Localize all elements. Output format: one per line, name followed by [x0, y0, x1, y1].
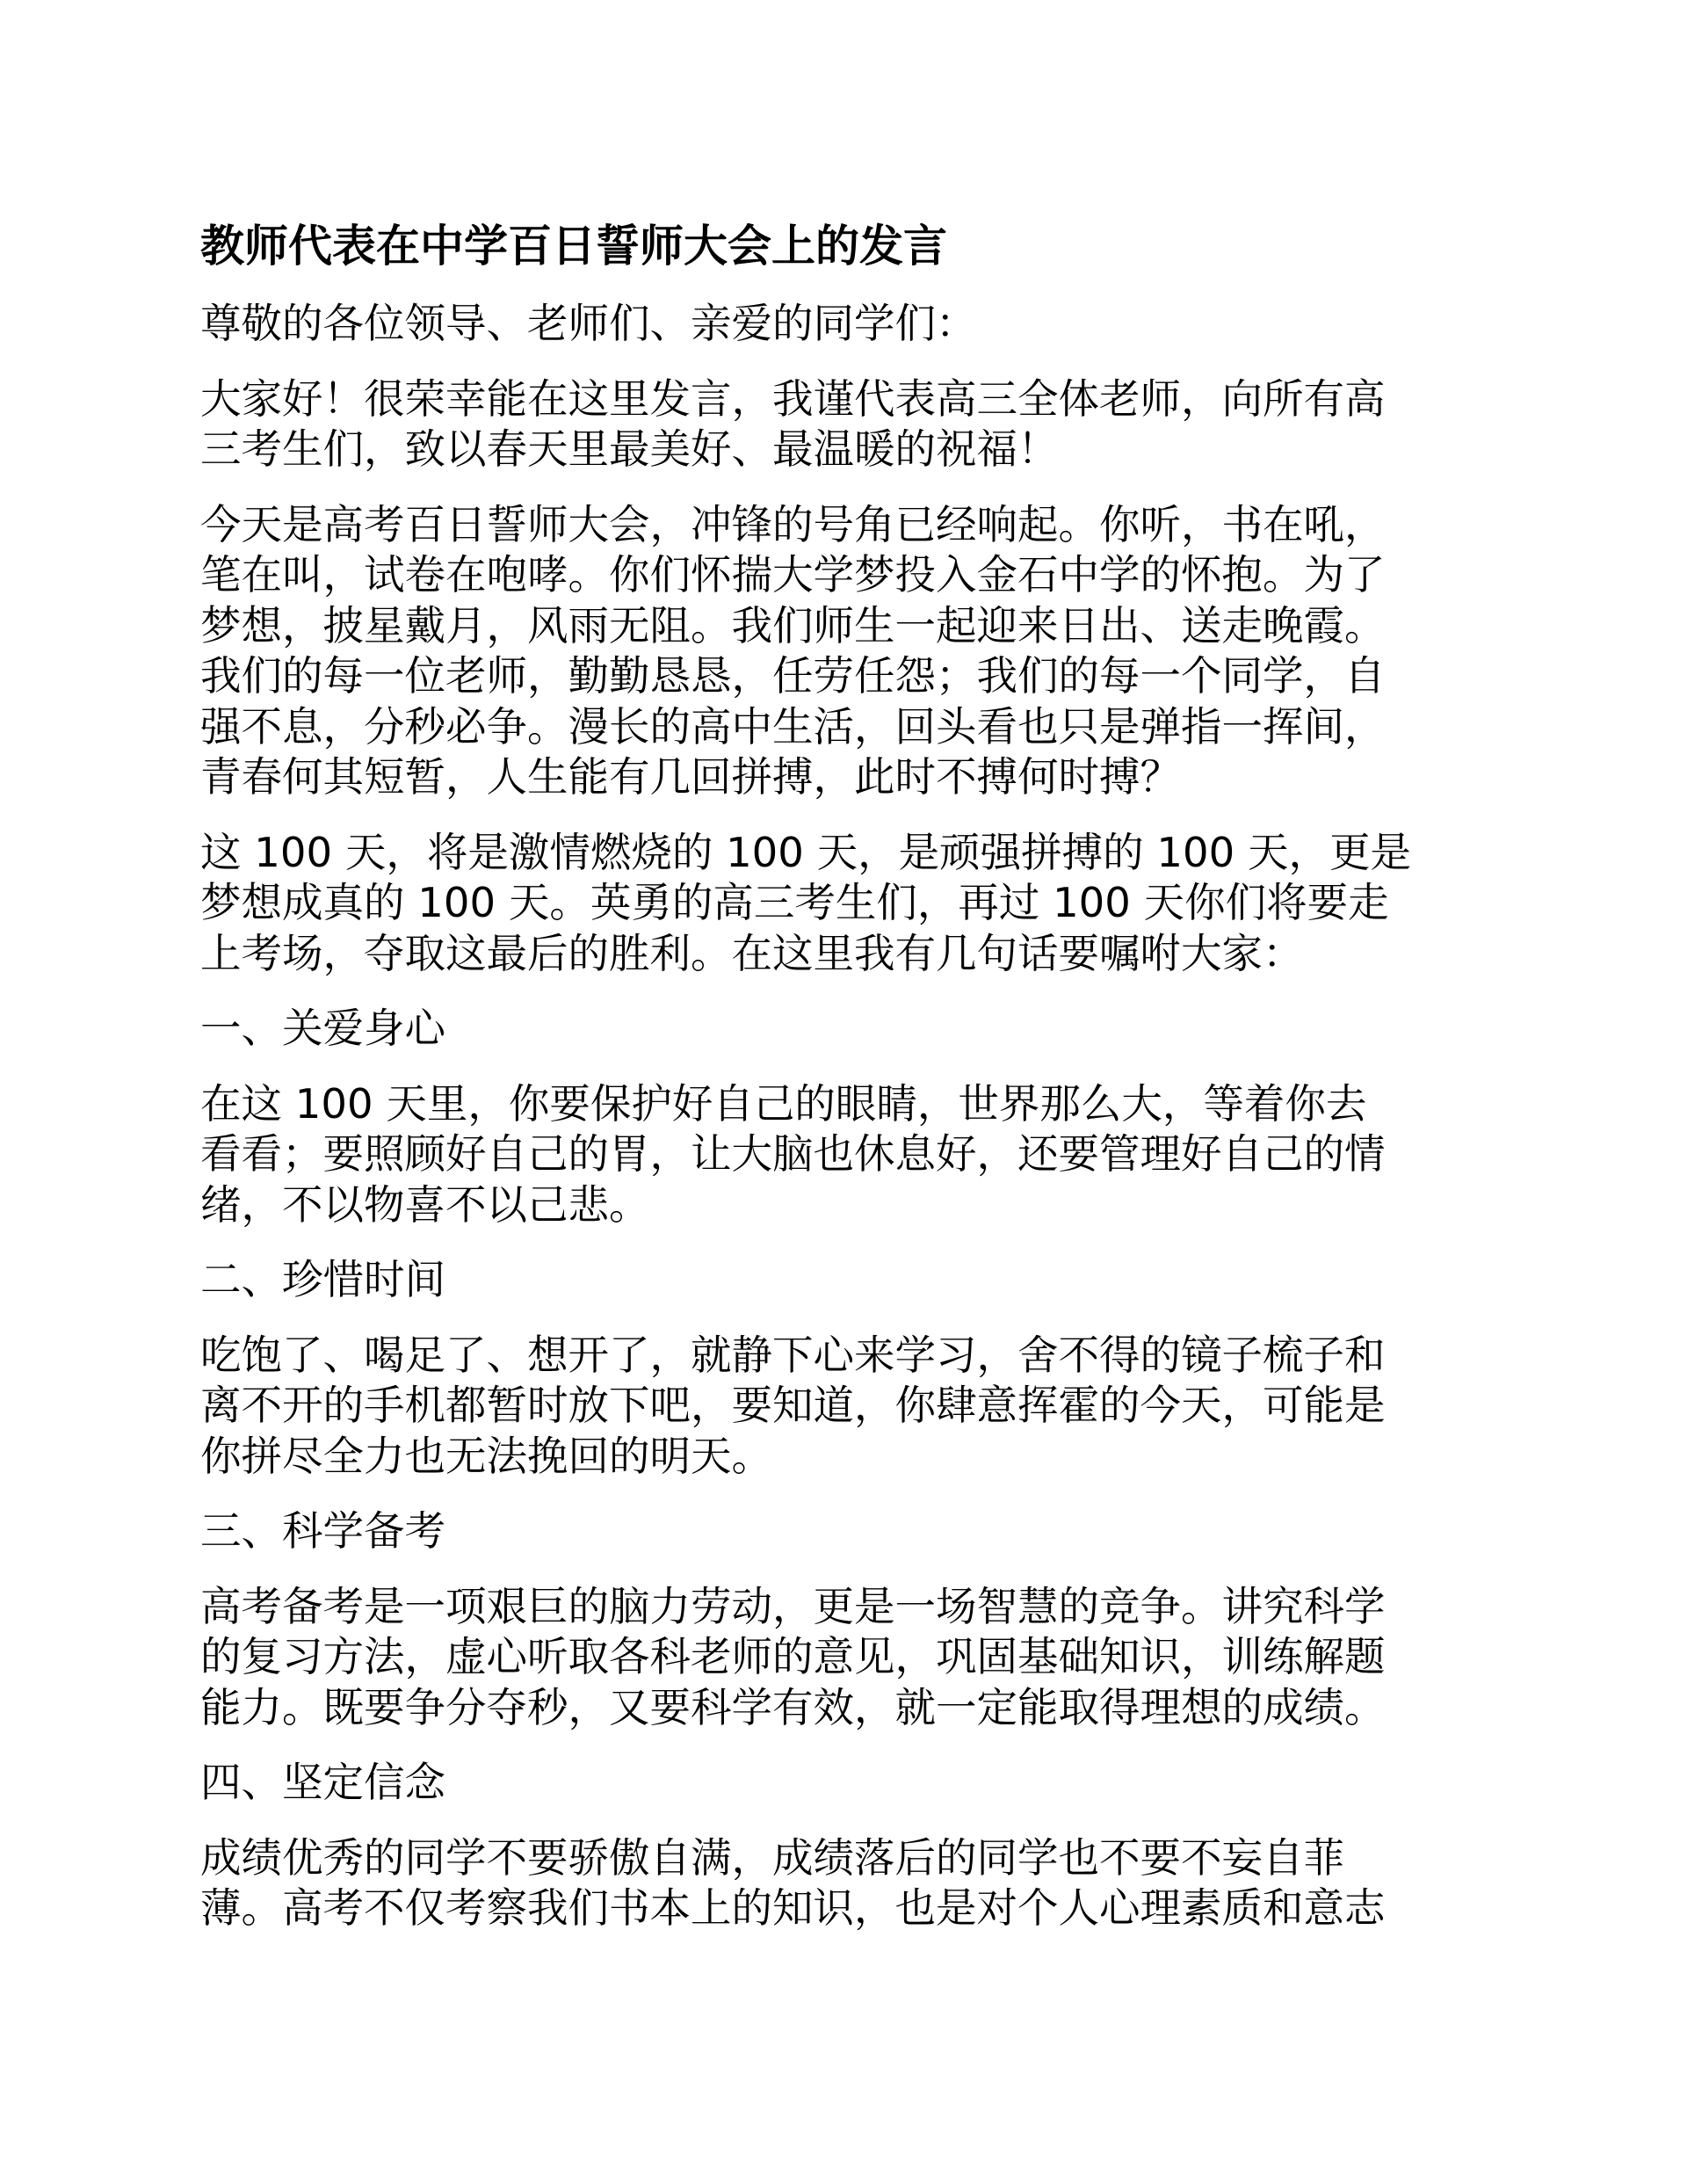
paragraph-line: 尊敬的各位领导、老师们、亲爱的同学们： — [200, 300, 977, 347]
paragraph-line: 看看；要照顾好自己的胃，让大脑也休息好，还要管理好自己的情 — [200, 1130, 1386, 1178]
greeting-paragraph — [200, 299, 1494, 350]
section-heading — [200, 1255, 1494, 1306]
paragraph-line: 上考场，夺取这最后的胜利。在这里我有几句话要嘱咐大家： — [200, 929, 1304, 977]
paragraph-line: 强不息，分秒必争。漫长的高中生活，回头看也只是弹指一挥间， — [200, 702, 1386, 751]
paragraph-line: 离不开的手机都暂时放下吧，要知道，你肆意挥霍的今天，可能是 — [200, 1382, 1386, 1429]
paragraph-line: 大家好！很荣幸能在这里发言，我谨代表高三全体老师，向所有高 — [200, 374, 1386, 423]
paragraph-line: 你拼尽全力也无法挽回的明天。 — [200, 1432, 772, 1480]
section-heading — [200, 1758, 1494, 1809]
paragraph-line: 成绩优秀的同学不要骄傲自满，成绩落后的同学也不要不妄自菲 — [200, 1833, 1344, 1882]
section-heading — [200, 1506, 1494, 1557]
paragraph-line: 能力。既要争分夺秒，又要科学有效，就一定能取得理想的成绩。 — [200, 1683, 1386, 1731]
document-title: 教师代表在中学百日誓师大会上的发言 — [200, 221, 947, 272]
opening-paragraph — [200, 374, 1494, 475]
body-paragraph — [200, 1079, 1494, 1231]
document-page — [200, 218, 1494, 1959]
paragraph-line: 梦想成真的 100 天。英勇的高三考生们，再过 100 天你们将要走 — [200, 879, 1389, 926]
paragraph-line: 高考备考是一项艰巨的脑力劳动，更是一场智慧的竞争。讲究科学 — [200, 1582, 1386, 1630]
section-heading — [200, 1004, 1494, 1055]
paragraph-line: 绪，不以物喜不以己悲。 — [200, 1180, 650, 1229]
paragraph-line: 在这 100 天里，你要保护好自己的眼睛，世界那么大，等着你去 — [200, 1079, 1367, 1128]
paragraph-line: 的复习方法，虚心听取各科老师的意见，巩固基础知识，训练解题 — [200, 1633, 1386, 1680]
paragraph-line: 吃饱了、喝足了、想开了，就静下心来学习，舍不得的镜子梳子和 — [200, 1331, 1386, 1379]
paragraph-line: 梦想，披星戴月，风雨无阻。我们师生一起迎来日出、送走晚霞。 — [200, 601, 1386, 649]
paragraph-line: 薄。高考不仅考察我们书本上的知识，也是对个人心理素质和意志 — [200, 1884, 1386, 1932]
paragraph-line: 笔在叫，试卷在咆哮。你们怀揣大学梦投入金石中学的怀抱。为了 — [200, 551, 1386, 599]
body-paragraph — [200, 828, 1494, 980]
section-heading-text: 一、关爱身心 — [200, 1005, 445, 1052]
body-paragraph — [200, 1331, 1494, 1483]
body-paragraph — [200, 1582, 1494, 1734]
paragraph-line: 我们的每一位老师，勤勤恳恳，任劳任怨；我们的每一个同学，自 — [200, 652, 1386, 700]
paragraph-line: 三考生们，致以春天里最美好、最温暖的祝福！ — [200, 425, 1059, 473]
section-heading-text: 三、科学备考 — [200, 1507, 445, 1555]
body-paragraph — [200, 500, 1494, 803]
section-heading-text: 四、坚定信念 — [200, 1759, 445, 1806]
paragraph-line: 这 100 天，将是激情燃烧的 100 天，是顽强拼搏的 100 天，更是 — [200, 828, 1411, 876]
paragraph-line: 今天是高考百日誓师大会，冲锋的号角已经响起。你听，书在吼， — [200, 500, 1386, 548]
body-paragraph — [200, 1833, 1494, 1934]
paragraph-line: 青春何其短暂，人生能有几回拼搏，此时不搏何时搏？ — [200, 753, 1181, 801]
section-heading-text: 二、珍惜时间 — [200, 1256, 445, 1303]
